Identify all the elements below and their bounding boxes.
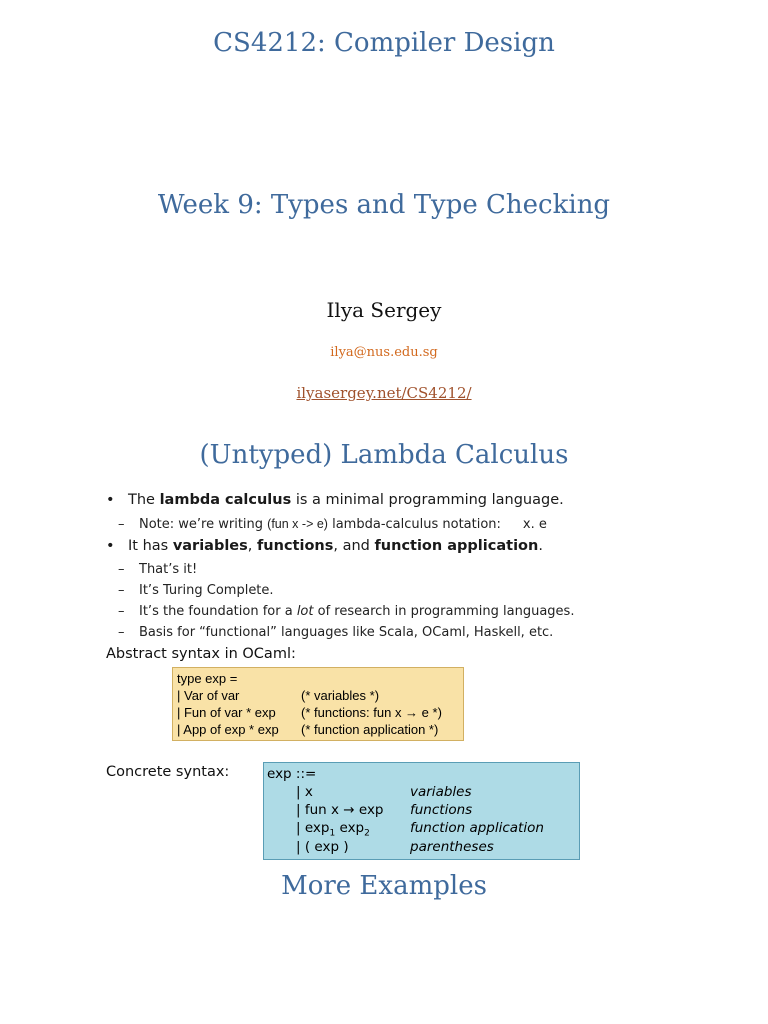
course-url-link[interactable]: ilyasergey.net/CS4212/ xyxy=(296,384,472,402)
code-line: | Var of var xyxy=(177,688,240,703)
week-title: Week 9: Types and Type Checking xyxy=(157,190,611,220)
code-snippet: (fun x -> e) xyxy=(267,517,328,531)
section-title: (Untyped) Lambda Calculus xyxy=(199,440,569,470)
abstract-syntax-code-box xyxy=(172,667,464,741)
bullet-item: • It has variables, functions, and function application. xyxy=(106,538,543,554)
code-comment: (* variables *) xyxy=(301,688,380,703)
bullet-dot-icon: • xyxy=(106,538,115,554)
grammar-production: | x xyxy=(296,784,313,800)
bullet-item: • The lambda calculus is a minimal programming language. xyxy=(106,492,564,508)
grammar-description: parentheses xyxy=(410,839,494,855)
author-email[interactable]: ilya@nus.edu.sg xyxy=(330,345,438,360)
code-line: | App of exp * exp xyxy=(177,722,279,737)
grammar-description: variables xyxy=(410,784,472,800)
course-title: CS4212: Compiler Design xyxy=(213,28,555,58)
dash-icon: – xyxy=(118,562,125,577)
sub-bullet-item: – That’s it! xyxy=(118,562,198,577)
code-comment: (* functions: fun x → e *) xyxy=(301,705,442,720)
code-line: | Fun of var * exp xyxy=(177,705,276,720)
sub-bullet-item: – Note: we’re writing (fun x -> e) lambda-calculus notation: x. e xyxy=(118,517,547,532)
abstract-syntax-label: Abstract syntax in OCaml: xyxy=(106,646,296,662)
lambda-calculus-term: lambda calculus xyxy=(159,492,292,508)
dash-icon: – xyxy=(118,625,125,640)
dash-icon: – xyxy=(118,517,125,532)
code-comment: (* function application *) xyxy=(301,722,439,737)
sub-bullet-item: – It’s the foundation for a lot of research in programming languages. xyxy=(118,604,575,619)
grammar-production: | fun x → exp xyxy=(296,802,384,818)
concrete-syntax-label: Concrete syntax: xyxy=(106,764,230,780)
author-name: Ilya Sergey xyxy=(326,298,442,322)
grammar-description: functions xyxy=(410,802,473,818)
dash-icon: – xyxy=(118,583,125,598)
grammar-description: function application xyxy=(410,820,544,836)
code-line: type exp = xyxy=(177,671,238,686)
dash-icon: – xyxy=(118,604,125,619)
sub-bullet-item: – Basis for “functional” languages like Scala, OCaml, Haskell, etc. xyxy=(118,625,554,640)
bullet-dot-icon: • xyxy=(106,492,115,508)
grammar-production: | $\exp_1 \exp_2$ xyxy=(296,820,370,839)
concrete-syntax-grammar-box xyxy=(263,762,580,860)
grammar-production: | ( exp ) xyxy=(296,839,349,855)
sub-bullet-item: – It’s Turing Complete. xyxy=(118,583,274,598)
more-examples-title: More Examples xyxy=(281,871,487,901)
grammar-head: exp ::= xyxy=(267,766,317,782)
